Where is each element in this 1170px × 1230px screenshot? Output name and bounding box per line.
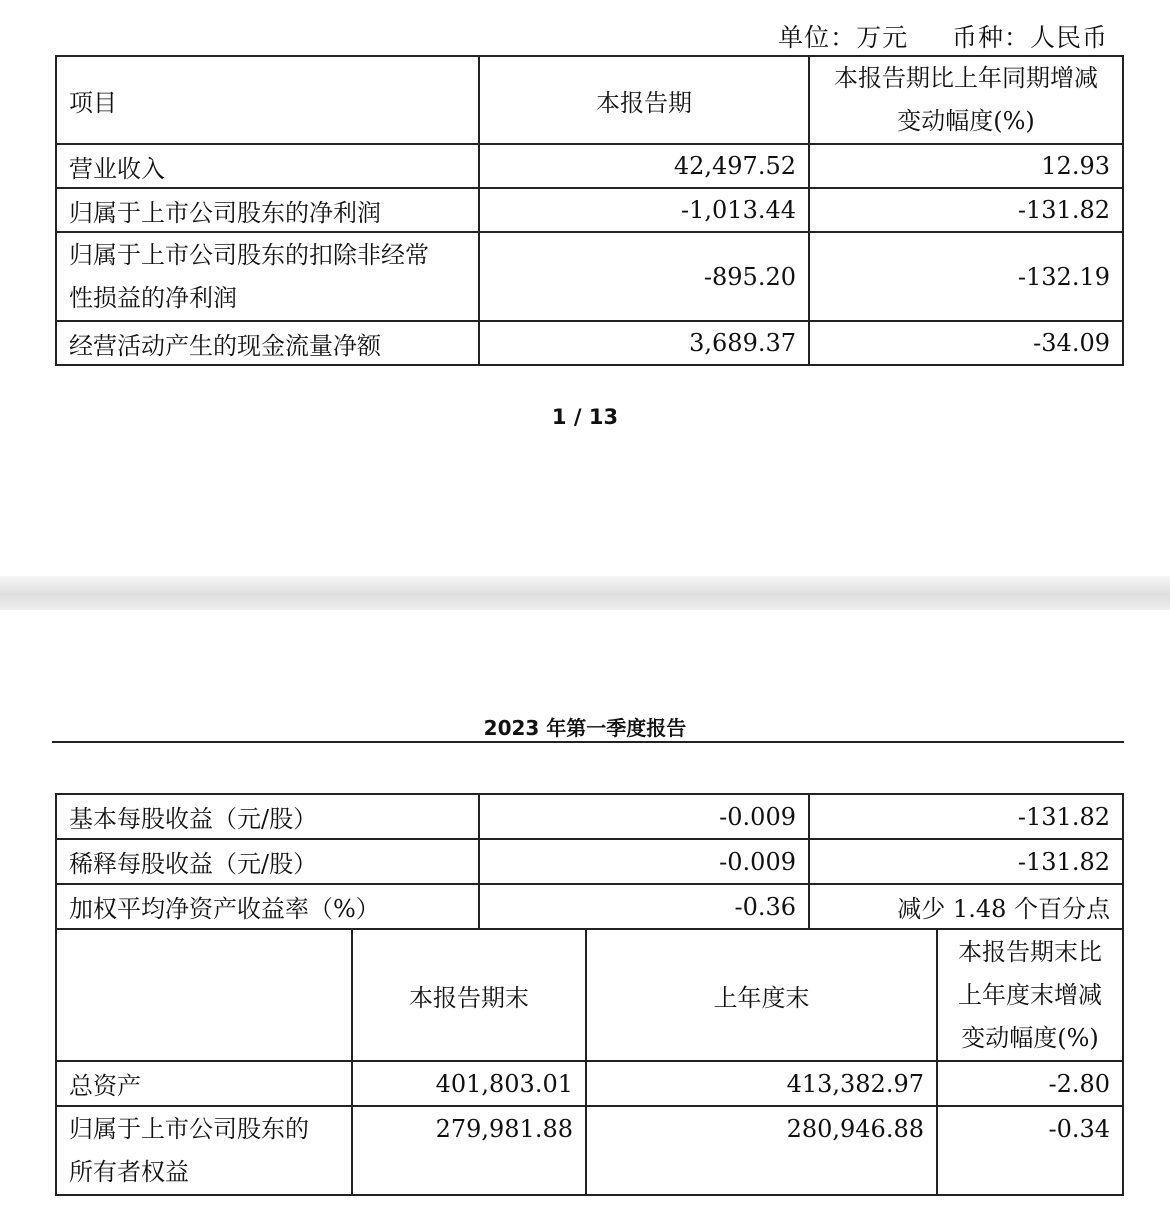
table-header-row	[56, 929, 1123, 1061]
row-label: 加权平均净资产收益率（%）	[56, 884, 479, 929]
header-period-end: 本报告期末	[352, 929, 586, 1061]
row-change: -34.09	[809, 321, 1123, 365]
row-change: -131.82	[809, 794, 1123, 839]
row-label: 归属于上市公司股东的扣除非经常 性损益的净利润	[56, 232, 479, 321]
row-change: 12.93	[809, 144, 1123, 188]
row-label: 归属于上市公司股东的净利润	[56, 188, 479, 232]
row-current: 3,689.37	[479, 321, 809, 365]
row-period-end: 279,981.88	[352, 1106, 586, 1195]
row-current: -0.009	[479, 839, 809, 884]
unit-currency-line	[778, 18, 1108, 54]
row-label: 基本每股收益（元/股）	[56, 794, 479, 839]
table-row	[56, 232, 1123, 321]
currency-label: 币种：人民币	[951, 23, 1108, 52]
table-row	[56, 321, 1123, 365]
row-change: 减少 1.48 个百分点	[809, 884, 1123, 929]
eps-table	[55, 793, 1124, 930]
page-separator	[0, 576, 1170, 610]
row-change: -2.80	[937, 1061, 1123, 1106]
row-label: 稀释每股收益（元/股）	[56, 839, 479, 884]
key-financials-table	[55, 55, 1124, 366]
table-header-row	[56, 56, 1123, 144]
header-prior-year-end: 上年度末	[586, 929, 937, 1061]
row-current: -0.009	[479, 794, 809, 839]
balance-sheet-table	[55, 928, 1124, 1196]
row-period-end: 401,803.01	[352, 1061, 586, 1106]
header-yoy-change: 本报告期比上年同期增减 变动幅度(%)	[809, 56, 1123, 144]
header-rule	[52, 741, 1124, 743]
row-label: 营业收入	[56, 144, 479, 188]
row-label: 归属于上市公司股东的 所有者权益	[56, 1106, 352, 1195]
row-change: -132.19	[809, 232, 1123, 321]
row-change: -131.82	[809, 839, 1123, 884]
header-current-period: 本报告期	[479, 56, 809, 144]
row-label: 总资产	[56, 1061, 352, 1106]
table-row	[56, 884, 1123, 929]
table-row	[56, 1061, 1123, 1106]
table-row	[56, 1106, 1123, 1195]
unit-label: 单位：万元	[778, 23, 909, 52]
row-change: -131.82	[809, 188, 1123, 232]
row-prior-year-end: 413,382.97	[586, 1061, 937, 1106]
row-current: -1,013.44	[479, 188, 809, 232]
row-change: -0.34	[937, 1106, 1123, 1195]
header-change: 本报告期末比 上年度末增减 变动幅度(%)	[937, 929, 1123, 1061]
table-row	[56, 794, 1123, 839]
row-prior-year-end: 280,946.88	[586, 1106, 937, 1195]
row-current: 42,497.52	[479, 144, 809, 188]
row-label: 经营活动产生的现金流量净额	[56, 321, 479, 365]
report-header-title: 2023 年第一季度报告	[483, 716, 687, 740]
header-item	[56, 929, 352, 1061]
page-number: 1 / 13	[551, 405, 619, 429]
table-row	[56, 188, 1123, 232]
row-current: -0.36	[479, 884, 809, 929]
table-row	[56, 144, 1123, 188]
row-current: -895.20	[479, 232, 809, 321]
header-item: 项目	[56, 56, 479, 144]
table-row	[56, 839, 1123, 884]
